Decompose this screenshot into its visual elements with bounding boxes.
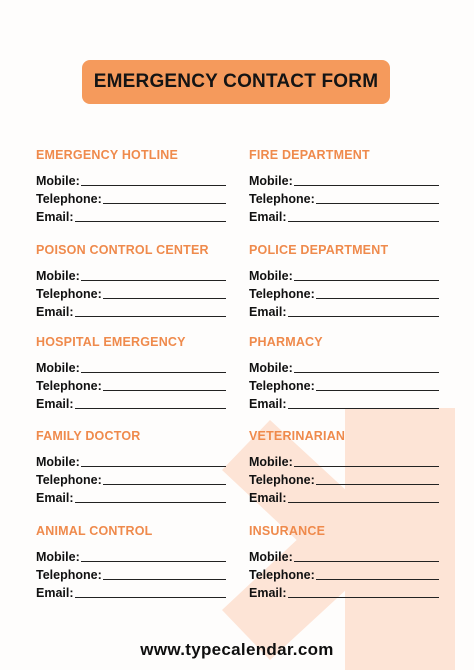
email-row[interactable] <box>36 393 226 411</box>
mobile-label: Mobile: <box>249 269 293 283</box>
email-label: Email: <box>249 397 287 411</box>
mobile-field[interactable] <box>294 561 439 562</box>
telephone-field[interactable] <box>103 484 226 485</box>
section-police-department <box>249 241 439 319</box>
telephone-label: Telephone: <box>249 192 315 206</box>
email-label: Email: <box>249 210 287 224</box>
mobile-label: Mobile: <box>249 361 293 375</box>
mobile-field[interactable] <box>294 466 439 467</box>
email-label: Email: <box>249 491 287 505</box>
email-row[interactable] <box>249 301 439 319</box>
email-field[interactable] <box>75 597 226 598</box>
section-heading: POLICE DEPARTMENT <box>249 243 389 257</box>
email-label: Email: <box>249 305 287 319</box>
telephone-row[interactable] <box>36 375 226 393</box>
section-heading: VETERINARIAN <box>249 429 346 443</box>
mobile-label: Mobile: <box>36 269 80 283</box>
section-heading: FIRE DEPARTMENT <box>249 148 370 162</box>
form-title: EMERGENCY CONTACT FORM <box>82 60 390 104</box>
telephone-field[interactable] <box>316 390 439 391</box>
email-row[interactable] <box>249 206 439 224</box>
mobile-row[interactable] <box>249 451 439 469</box>
telephone-label: Telephone: <box>36 192 102 206</box>
telephone-row[interactable] <box>36 283 226 301</box>
email-field[interactable] <box>75 221 226 222</box>
mobile-field[interactable] <box>81 466 226 467</box>
telephone-field[interactable] <box>103 579 226 580</box>
section-emergency-hotline <box>36 146 226 224</box>
mobile-row[interactable] <box>249 546 439 564</box>
telephone-row[interactable] <box>249 469 439 487</box>
email-field[interactable] <box>75 502 226 503</box>
telephone-label: Telephone: <box>249 568 315 582</box>
email-row[interactable] <box>36 582 226 600</box>
mobile-field[interactable] <box>81 185 226 186</box>
email-field[interactable] <box>288 221 439 222</box>
section-heading: HOSPITAL EMERGENCY <box>36 335 186 349</box>
mobile-label: Mobile: <box>36 174 80 188</box>
email-field[interactable] <box>288 316 439 317</box>
email-field[interactable] <box>288 408 439 409</box>
telephone-field[interactable] <box>316 579 439 580</box>
email-row[interactable] <box>249 582 439 600</box>
section-heading: FAMILY DOCTOR <box>36 429 141 443</box>
mobile-row[interactable] <box>36 265 226 283</box>
section-animal-control <box>36 522 226 600</box>
email-row[interactable] <box>36 487 226 505</box>
email-row[interactable] <box>249 393 439 411</box>
mobile-label: Mobile: <box>36 455 80 469</box>
email-label: Email: <box>36 491 74 505</box>
mobile-row[interactable] <box>36 170 226 188</box>
email-label: Email: <box>36 586 74 600</box>
mobile-label: Mobile: <box>36 361 80 375</box>
email-field[interactable] <box>75 408 226 409</box>
mobile-label: Mobile: <box>249 550 293 564</box>
telephone-row[interactable] <box>249 188 439 206</box>
mobile-field[interactable] <box>81 561 226 562</box>
section-insurance <box>249 522 439 600</box>
email-row[interactable] <box>36 301 226 319</box>
telephone-label: Telephone: <box>249 473 315 487</box>
telephone-label: Telephone: <box>36 568 102 582</box>
telephone-row[interactable] <box>36 564 226 582</box>
email-label: Email: <box>36 210 74 224</box>
email-field[interactable] <box>75 316 226 317</box>
email-label: Email: <box>36 397 74 411</box>
section-pharmacy <box>249 333 439 411</box>
mobile-label: Mobile: <box>249 174 293 188</box>
telephone-field[interactable] <box>103 298 226 299</box>
email-label: Email: <box>249 586 287 600</box>
mobile-field[interactable] <box>81 372 226 373</box>
telephone-row[interactable] <box>249 564 439 582</box>
telephone-label: Telephone: <box>36 287 102 301</box>
section-heading: PHARMACY <box>249 335 323 349</box>
telephone-label: Telephone: <box>249 379 315 393</box>
email-field[interactable] <box>288 597 439 598</box>
telephone-row[interactable] <box>36 469 226 487</box>
section-heading: EMERGENCY HOTLINE <box>36 148 179 162</box>
mobile-field[interactable] <box>294 372 439 373</box>
telephone-field[interactable] <box>103 203 226 204</box>
telephone-row[interactable] <box>249 283 439 301</box>
mobile-label: Mobile: <box>36 550 80 564</box>
telephone-label: Telephone: <box>36 379 102 393</box>
telephone-field[interactable] <box>316 298 439 299</box>
section-poison-control-center <box>36 241 226 319</box>
mobile-field[interactable] <box>294 280 439 281</box>
email-label: Email: <box>36 305 74 319</box>
telephone-field[interactable] <box>103 390 226 391</box>
mobile-row[interactable] <box>249 265 439 283</box>
mobile-field[interactable] <box>81 280 226 281</box>
telephone-label: Telephone: <box>36 473 102 487</box>
mobile-label: Mobile: <box>249 455 293 469</box>
telephone-row[interactable] <box>249 375 439 393</box>
mobile-row[interactable] <box>36 451 226 469</box>
website-footer[interactable]: www.typecalendar.com <box>140 640 334 659</box>
telephone-field[interactable] <box>316 203 439 204</box>
mobile-field[interactable] <box>294 185 439 186</box>
section-family-doctor <box>36 427 226 505</box>
mobile-row[interactable] <box>36 357 226 375</box>
section-heading: POISON CONTROL CENTER <box>36 243 209 257</box>
mobile-row[interactable] <box>249 357 439 375</box>
telephone-field[interactable] <box>316 484 439 485</box>
email-field[interactable] <box>288 502 439 503</box>
section-hospital-emergency <box>36 333 226 411</box>
email-row[interactable] <box>36 206 226 224</box>
section-veterinarian <box>249 427 439 505</box>
section-fire-department <box>249 146 439 224</box>
email-row[interactable] <box>249 487 439 505</box>
section-heading: INSURANCE <box>249 524 326 538</box>
section-heading: ANIMAL CONTROL <box>36 524 153 538</box>
telephone-label: Telephone: <box>249 287 315 301</box>
telephone-row[interactable] <box>36 188 226 206</box>
mobile-row[interactable] <box>36 546 226 564</box>
mobile-row[interactable] <box>249 170 439 188</box>
